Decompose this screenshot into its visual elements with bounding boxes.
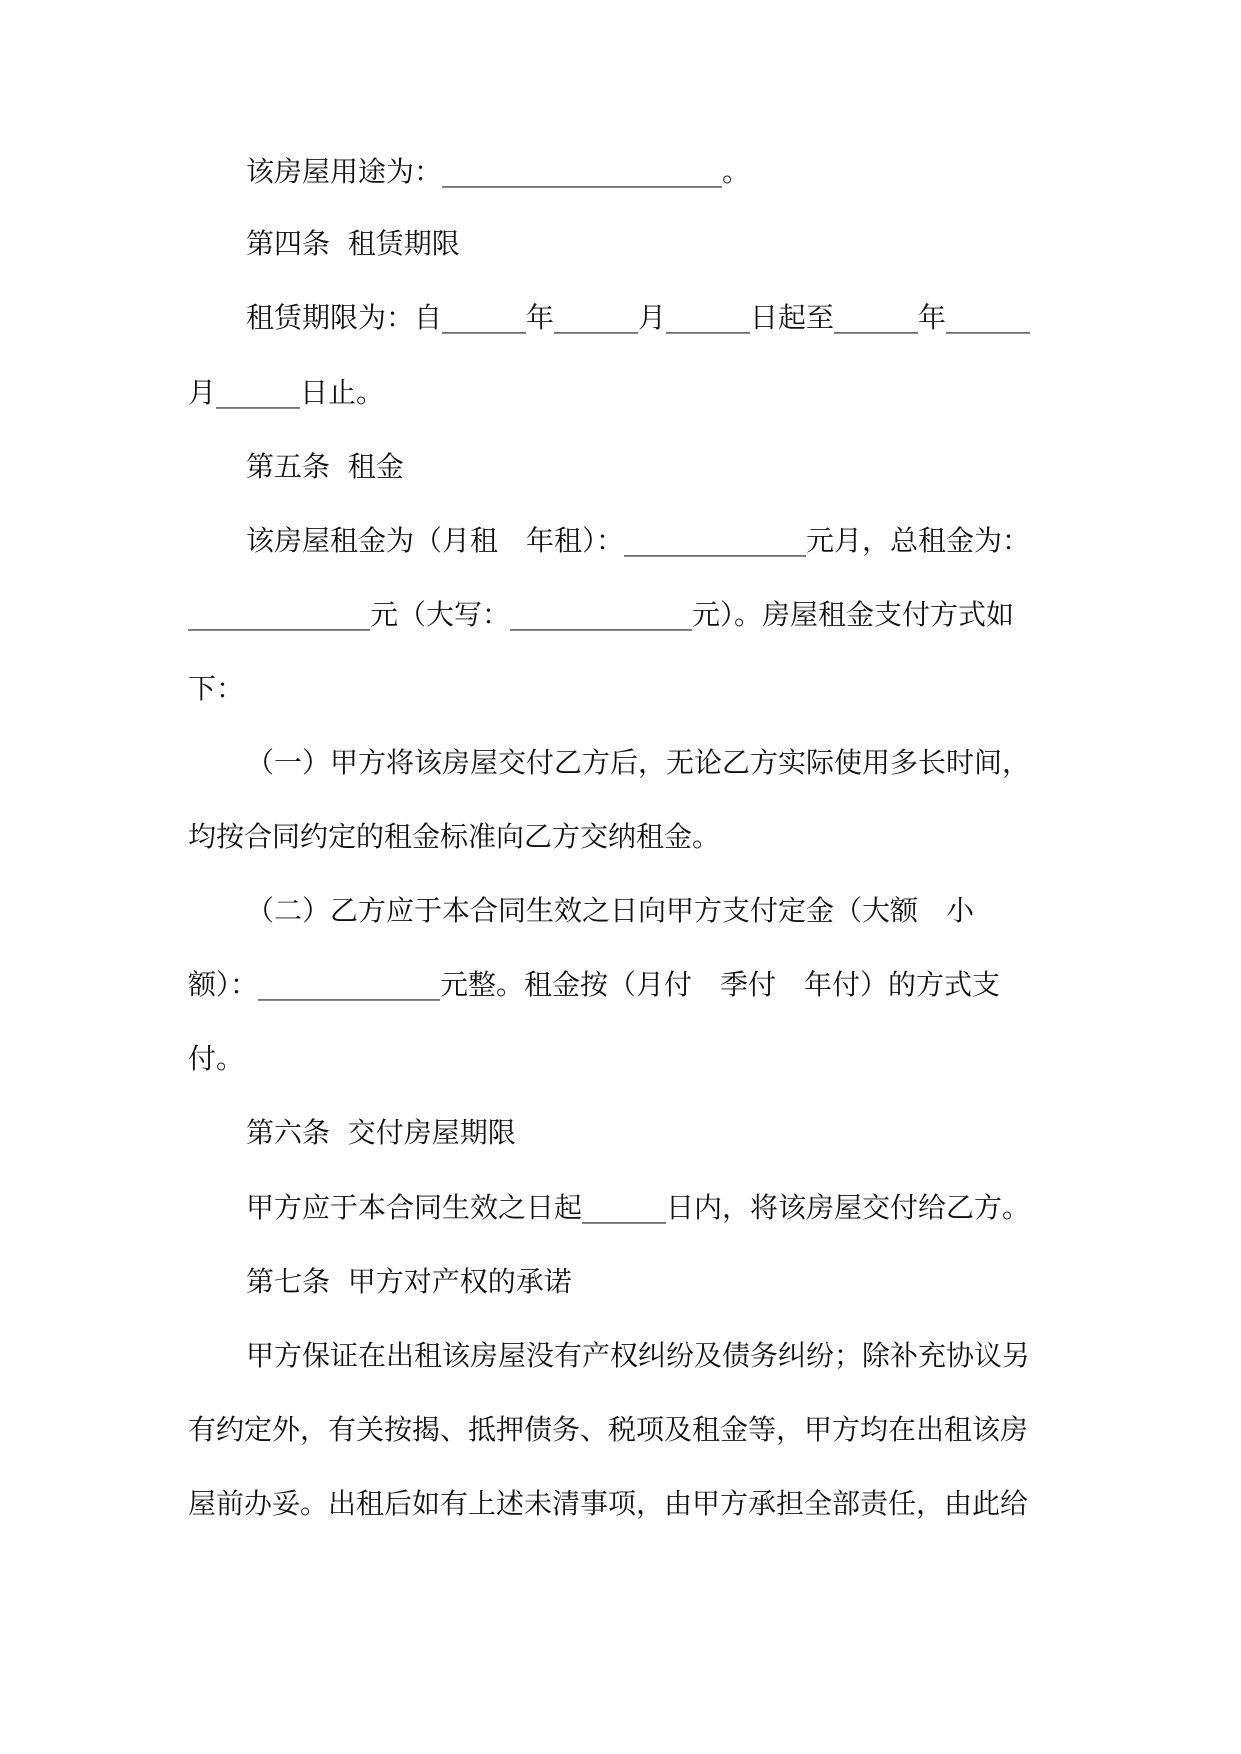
- clause-2-cont-1: 额）：_____________元整。租金按（月付 季付 年付）的方式支: [188, 968, 1001, 1001]
- clause-1-cont: 均按合同约定的租金标准向乙方交纳租金。: [188, 820, 721, 853]
- article-7-heading: 第七条 甲方对产权的承诺: [246, 1265, 572, 1298]
- clause-2: （二）乙方应于本合同生效之日向甲方支付定金（大额 小: [246, 894, 975, 927]
- paragraph-ownership-cont-1: 有约定外，有关按揭、抵押债务、税项及租金等，甲方均在出租该房: [188, 1413, 1029, 1446]
- article-6-heading: 第六条 交付房屋期限: [246, 1116, 516, 1149]
- article-4-heading: 第四条 租赁期限: [246, 227, 460, 260]
- paragraph-lease-term-cont: 月______日止。: [188, 376, 385, 409]
- clause-2-cont-2: 付。: [188, 1042, 245, 1075]
- clause-1: （一）甲方将该房屋交付乙方后，无论乙方实际使用多长时间，: [246, 746, 1031, 779]
- paragraph-usage: 该房屋用途为：____________________。: [246, 155, 751, 188]
- article-5-heading: 第五条 租金: [246, 450, 404, 483]
- paragraph-rent: 该房屋租金为（月租 年租）：_____________元月，总租金为：: [246, 524, 1031, 557]
- paragraph-delivery: 甲方应于本合同生效之日起______日内，将该房屋交付给乙方。: [246, 1191, 1031, 1224]
- paragraph-ownership: 甲方保证在出租该房屋没有产权纠纷及债务纠纷；除补充协议另: [246, 1339, 1031, 1372]
- paragraph-lease-term: 租赁期限为：自______年______月______日起至______年______: [246, 301, 1031, 334]
- paragraph-rent-cont-2: 下：: [188, 672, 245, 705]
- paragraph-ownership-cont-2: 屋前办妥。出租后如有上述未清事项，由甲方承担全部责任，由此给: [188, 1487, 1029, 1520]
- paragraph-rent-cont-1: _____________元（大写：_____________元）。房屋租金支付方式如: [188, 598, 1015, 631]
